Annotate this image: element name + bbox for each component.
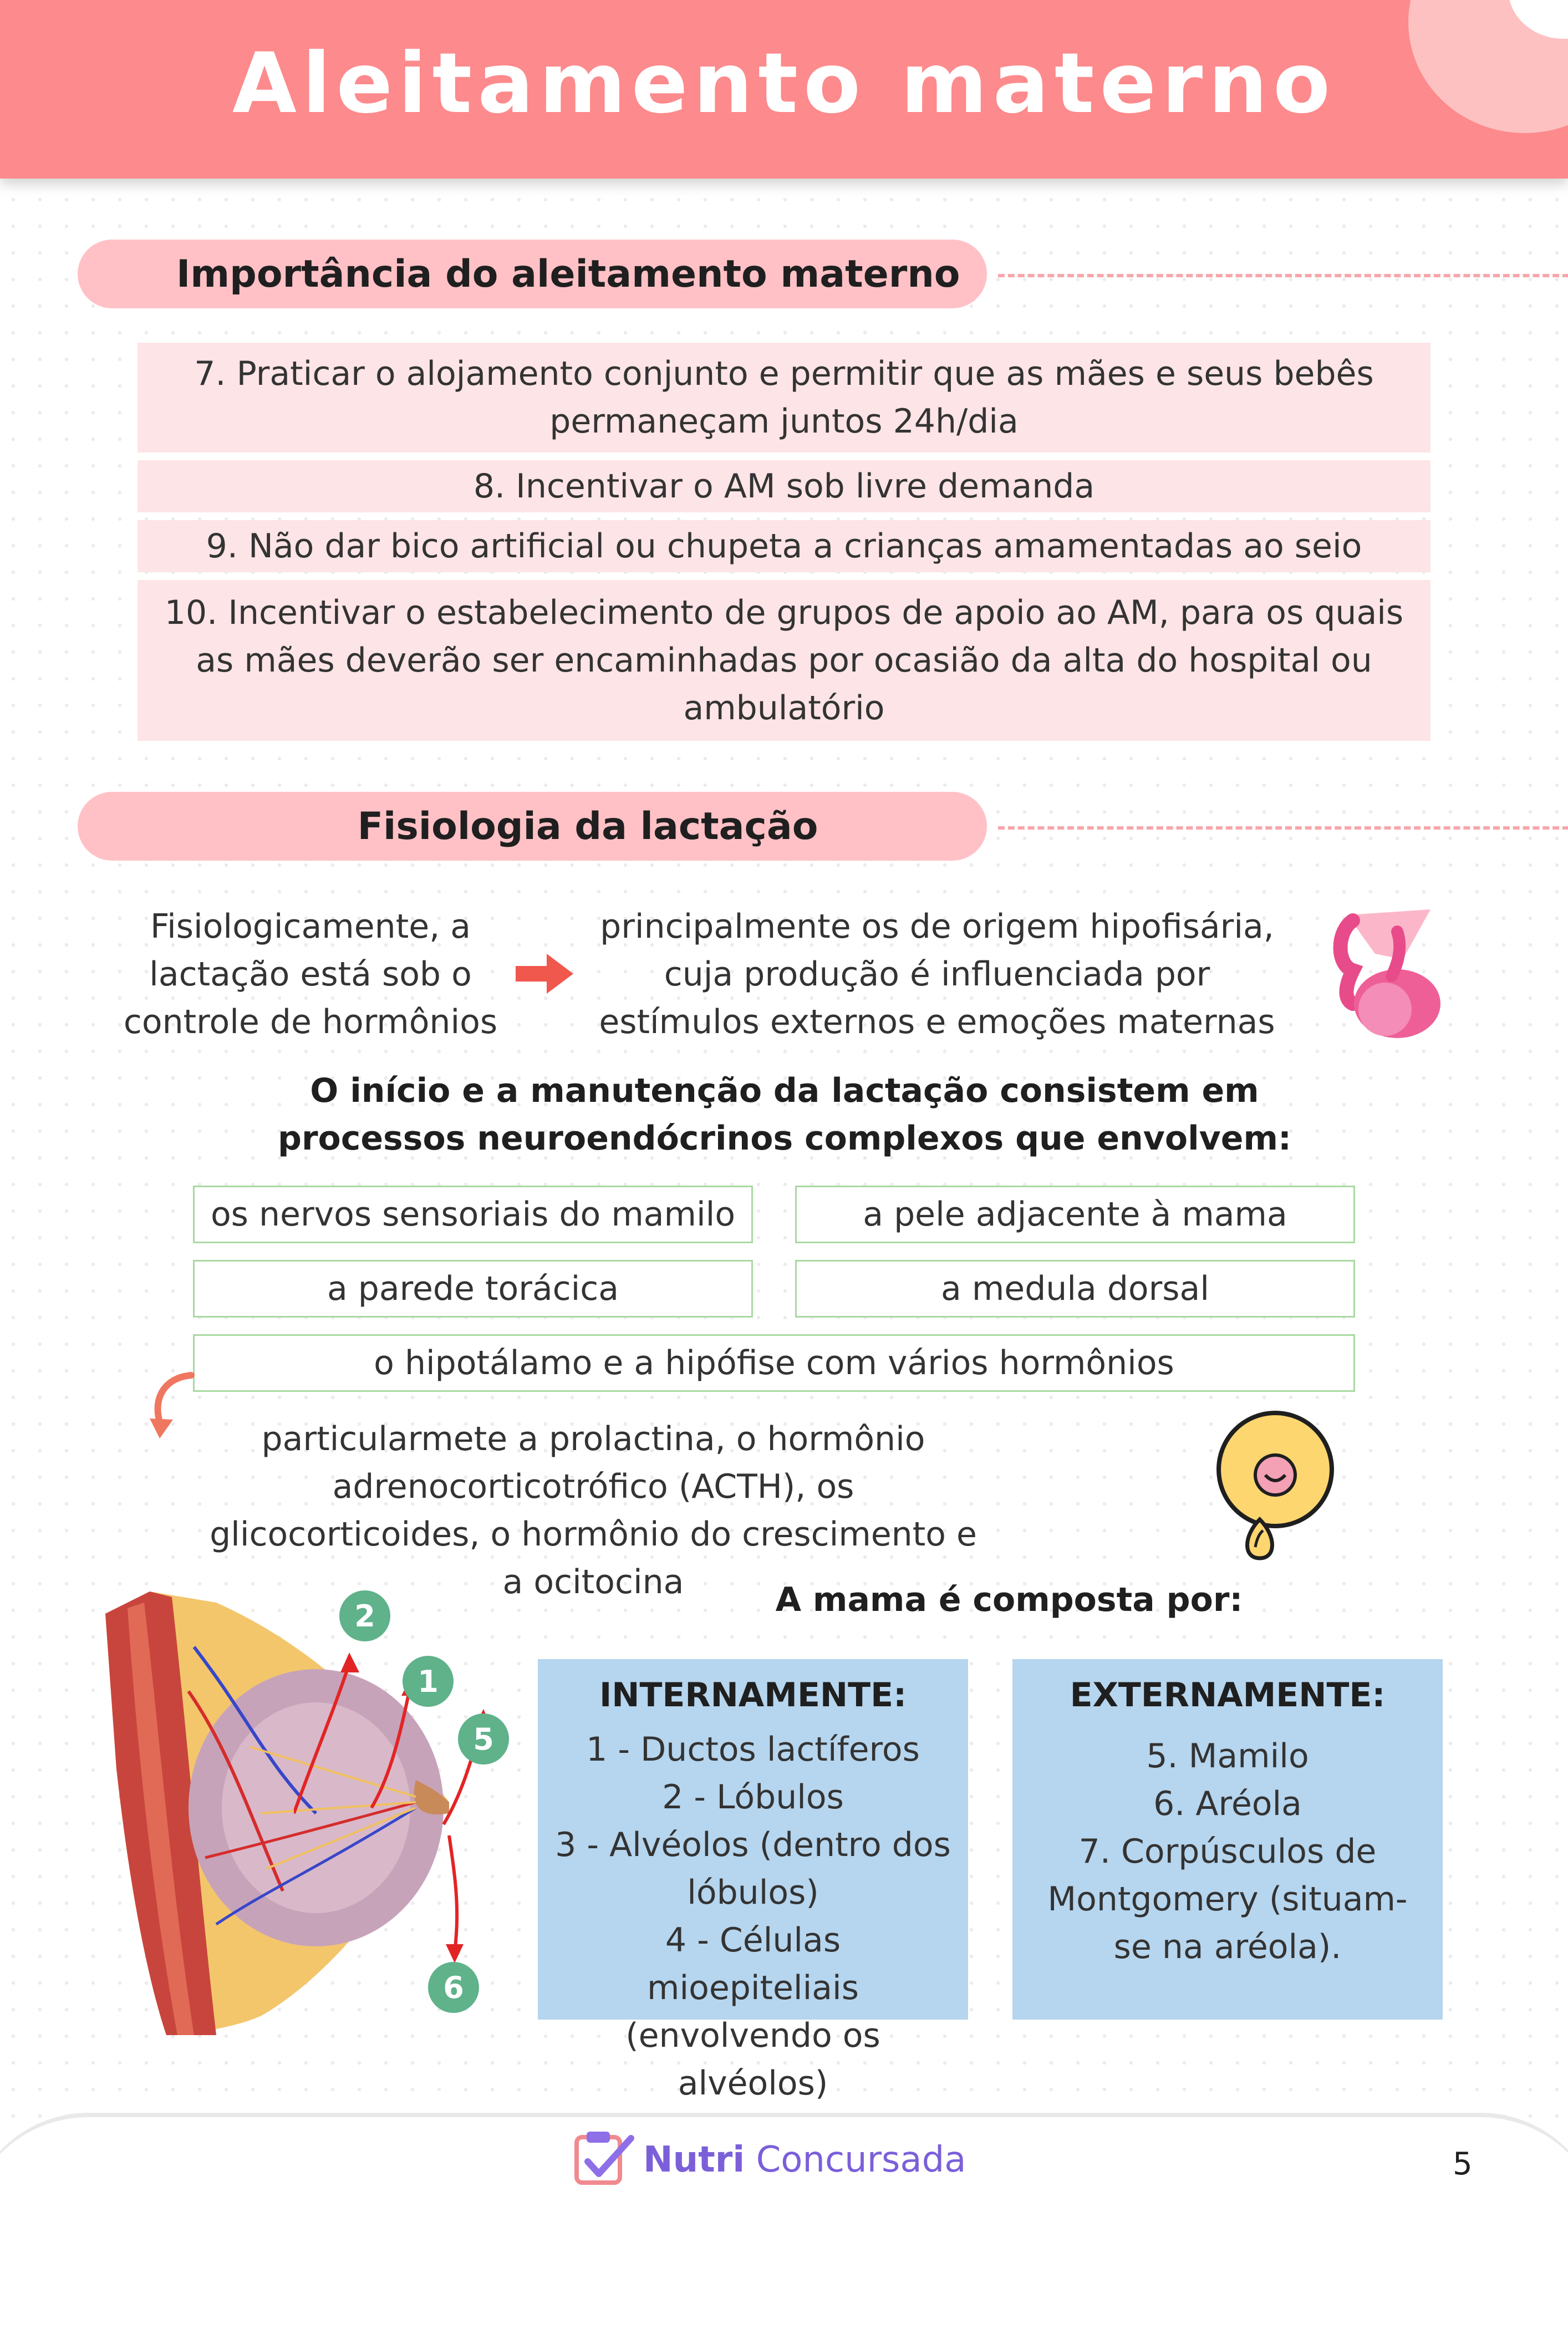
arrow-right-icon <box>516 952 577 996</box>
internal-part-item: 3 - Alvéolos (dentro dos lóbulos) <box>555 1826 951 1912</box>
section-divider <box>998 274 1568 277</box>
list-item <box>138 343 1430 452</box>
list-item-text: 8. Incentivar o AM sob livre demanda <box>473 467 1095 506</box>
external-part-item: 5. Mamilo <box>1146 1737 1309 1776</box>
brand-logo-icon <box>571 2129 638 2190</box>
section-title-fisiologia: Fisiologia da lactação <box>78 792 987 861</box>
internal-part-item: 2 - Lóbulos <box>662 1778 844 1817</box>
hormones-text: particularmete a prolactina, o hormônio adrenocorticotrófico (ACTH), os glicocorticoides, o hormônio do crescimento e a ocitocina <box>210 1420 977 1601</box>
label-badge-6: 6 <box>428 1962 479 2013</box>
internal-parts-title: INTERNAMENTE: <box>599 1676 907 1715</box>
label-badge-5: 5 <box>458 1713 509 1765</box>
internal-part-item: 1 - Ductos lactíferos <box>586 1730 920 1769</box>
hormone-origin-text: principalmente os de origem hipofisária, cuja produção é influenciada por estímulos externos e emoções maternas <box>599 907 1275 1041</box>
list-item-text: 10. Incentivar o estabelecimento de grupos de apoio ao AM, para os quais as mães deverão ser encaminhadas por ocasião da alta do hospital ou ambulatório <box>164 593 1404 728</box>
list-item <box>138 580 1430 741</box>
curved-arrow-icon <box>139 1364 200 1442</box>
label-badge-2: 2 <box>339 1590 390 1641</box>
section-divider <box>998 826 1568 830</box>
page-title: Aleitamento materno <box>232 35 1336 132</box>
brand-name-bold: Nutri <box>643 2139 745 2180</box>
page-header <box>0 0 1568 179</box>
list-item <box>138 460 1430 512</box>
process-box: a pele adjacente à mama <box>795 1186 1355 1243</box>
process-box: os nervos sensoriais do mamilo <box>193 1186 753 1243</box>
list-item <box>138 520 1430 572</box>
external-parts-title: EXTERNAMENTE: <box>1070 1676 1386 1715</box>
label-arrows <box>294 1641 516 1985</box>
brand-name <box>643 2139 966 2180</box>
list-item-text: 7. Praticar o alojamento conjunto e permitir que as mães e seus bebês permaneçam juntos 24h/dia <box>194 354 1374 441</box>
lactation-intro-text: Fisiologicamente, a lactação está sob o controle de hormônios <box>123 907 498 1041</box>
internal-parts-box <box>538 1659 968 2103</box>
list-item-text: 9. Não dar bico artificial ou chupeta a crianças amamentadas ao seio <box>206 527 1362 566</box>
process-box: a parede torácica <box>193 1260 753 1318</box>
external-parts-box <box>1012 1659 1443 2020</box>
label-badge-1: 1 <box>403 1656 454 1707</box>
pituitary-gland-icon <box>1314 898 1447 1043</box>
internal-part-item: 4 - Células mioepiteliais (envolvendo os alvéolos) <box>625 1921 880 2103</box>
section-title-importancia: Importância do aleitamento materno <box>78 240 987 308</box>
external-part-item: 7. Corpúsculos de Montgomery (situam-se na aréola). <box>1047 1832 1408 1966</box>
milk-breast-icon <box>1209 1409 1342 1564</box>
brand-name-rest: Concursada <box>756 2139 966 2180</box>
process-box: a medula dorsal <box>795 1260 1355 1318</box>
external-part-item: 6. Aréola <box>1153 1784 1302 1823</box>
breast-composition-title: A mama é composta por: <box>775 1580 1243 1619</box>
process-box: o hipotálamo e a hipófise com vários hormônios <box>193 1334 1355 1392</box>
page-number: 5 <box>1453 2146 1473 2182</box>
process-intro-text: O início e a manutenção da lactação consistem em processos neuroendócrinos complexos que envolvem: <box>278 1071 1291 1158</box>
